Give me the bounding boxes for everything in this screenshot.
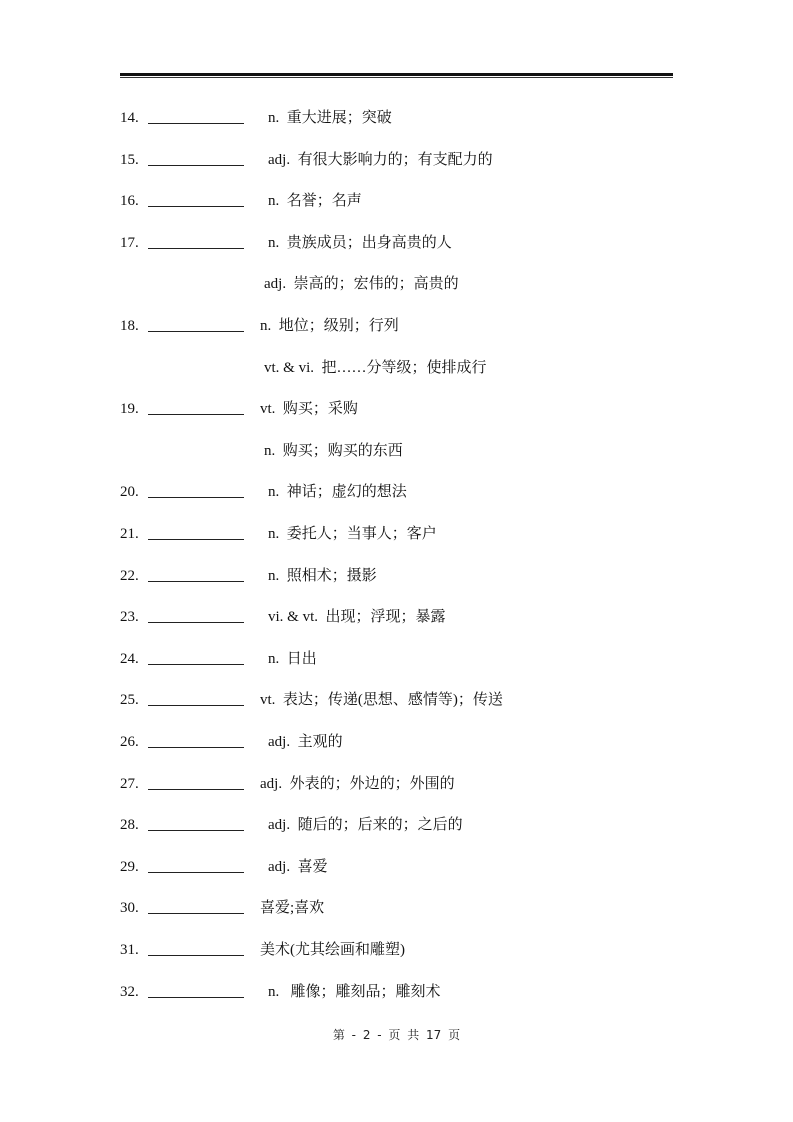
page-footer: 第 - 2 - 页 共 17 页 (332, 1028, 461, 1042)
entry-number: 24. (120, 650, 139, 667)
entry-definition: vt. 购买；采购 (260, 401, 358, 418)
answer-blank[interactable] (148, 913, 244, 914)
entry-definition: adj. 随后的；后来的；之后的 (268, 817, 463, 834)
entry-number: 15. (120, 151, 139, 168)
answer-blank[interactable] (148, 165, 244, 166)
answer-blank[interactable] (148, 997, 244, 998)
answer-blank[interactable] (148, 705, 244, 706)
entry-number: 32. (120, 983, 139, 1000)
answer-blank[interactable] (148, 789, 244, 790)
answer-blank[interactable] (148, 581, 244, 582)
entry-definition: n. 雕像；雕刻品；雕刻术 (268, 983, 441, 1000)
entry-number: 18. (120, 318, 139, 334)
entry-definition: n. 购买；购买的东西 (264, 442, 403, 459)
answer-blank[interactable] (148, 955, 244, 956)
entry-definition: n. 地位；级别；行列 (260, 318, 399, 334)
entry-definition: adj. 喜爱 (268, 858, 328, 875)
entry-definition: n. 照相术；摄影 (268, 567, 377, 584)
entry-number: 27. (120, 775, 139, 792)
entry-definition: adj. 崇高的；宏伟的；高贵的 (264, 276, 459, 293)
entry-definition: vt. & vi. 把……分等级；使排成行 (264, 359, 487, 376)
entry-definition: n. 重大进展；突破 (268, 110, 392, 126)
entry-number: 21. (120, 526, 139, 542)
entry-definition: n. 日出 (268, 650, 317, 667)
answer-blank[interactable] (148, 123, 244, 124)
entry-definition: adj. 主观的 (268, 734, 343, 750)
answer-blank[interactable] (148, 747, 244, 748)
entry-definition: adj. 外表的；外边的；外围的 (260, 775, 455, 792)
answer-blank[interactable] (148, 331, 244, 332)
entry-number: 26. (120, 734, 139, 750)
answer-blank[interactable] (148, 539, 244, 540)
entry-number: 30. (120, 900, 139, 917)
entry-definition: n. 贵族成员；出身高贵的人 (268, 234, 452, 251)
entry-definition: vi. & vt. 出现；浮现；暴露 (268, 609, 446, 626)
entry-number: 19. (120, 401, 139, 418)
answer-blank[interactable] (148, 664, 244, 665)
entry-number: 28. (120, 817, 139, 834)
entry-definition: 喜爱;喜欢 (260, 900, 325, 917)
answer-blank[interactable] (148, 248, 244, 249)
answer-blank[interactable] (148, 622, 244, 623)
entry-number: 25. (120, 692, 139, 709)
entry-number: 31. (120, 942, 139, 958)
entry-number: 20. (120, 484, 139, 501)
entry-definition: n. 神话；虚幻的想法 (268, 484, 407, 501)
entry-number: 14. (120, 110, 139, 126)
answer-blank[interactable] (148, 497, 244, 498)
entry-definition: n. 委托人；当事人；客户 (268, 526, 437, 542)
entry-number: 22. (120, 567, 139, 584)
entry-number: 16. (120, 193, 139, 210)
header-rule-thick (120, 73, 673, 76)
answer-blank[interactable] (148, 206, 244, 207)
header-rule-thin (120, 77, 673, 78)
entry-definition: 美术(尤其绘画和雕塑) (260, 942, 405, 958)
answer-blank[interactable] (148, 414, 244, 415)
answer-blank[interactable] (148, 872, 244, 873)
entry-definition: vt. 表达；传递(思想、感情等)；传送 (260, 692, 503, 709)
entry-number: 17. (120, 234, 139, 251)
entry-number: 23. (120, 609, 139, 626)
answer-blank[interactable] (148, 830, 244, 831)
entry-definition: adj. 有很大影响力的；有支配力的 (268, 151, 493, 168)
entry-definition: n. 名誉；名声 (268, 193, 362, 210)
entry-number: 29. (120, 858, 139, 875)
